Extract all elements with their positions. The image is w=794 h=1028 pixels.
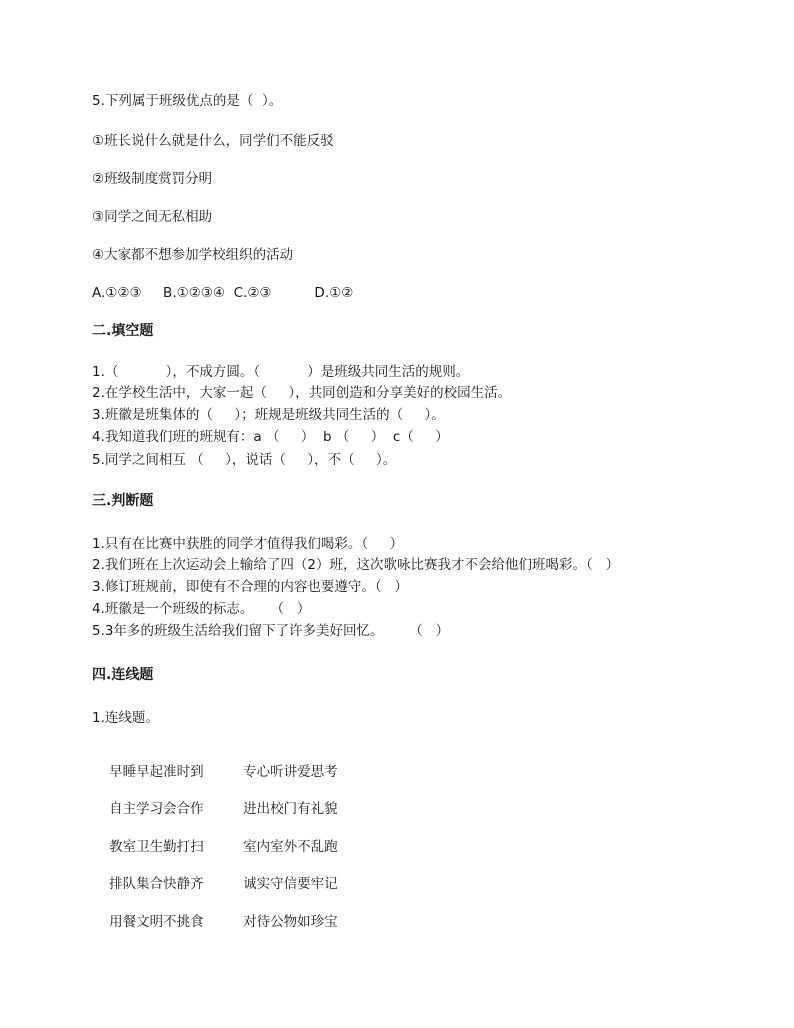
matching-left-1: 早睡早起准时到 <box>109 764 204 780</box>
matching-right-2: 进出校门有礼貌 <box>243 801 338 817</box>
matching-right-4: 诚实守信要牢记 <box>243 876 338 892</box>
question-5-option-2: ②班级制度赏罚分明 <box>92 171 213 187</box>
judge-item-2: 2.我们班在上次运动会上输给了四（2）班，这次歌咏比赛我才不会给他们班喝彩。（ ） <box>92 557 620 573</box>
fill-item-5: 5.同学之间相互 （ ），说话（ ），不（ ）。 <box>92 452 397 468</box>
judge-item-5: 5.3年多的班级生活给我们留下了许多美好回忆。 （ ） <box>92 623 450 639</box>
matching-right-1: 专心听讲爱思考 <box>243 764 338 780</box>
question-5-option-4: ④大家都不想参加学校组织的活动 <box>92 247 294 263</box>
question-5-stem: 5.下列属于班级优点的是（ ）。 <box>92 93 283 109</box>
matching-left-5: 用餐文明不挑食 <box>109 914 204 930</box>
judge-item-1: 1.只有在比赛中获胜的同学才值得我们喝彩。（ ） <box>92 536 404 552</box>
question-5-option-3: ③同学之间无私相助 <box>92 209 213 225</box>
matching-prompt: 1.连线题。 <box>92 710 159 726</box>
question-5-option-1: ①班长说什么就是什么，同学们不能反驳 <box>92 133 334 149</box>
matching-left-4: 排队集合快静齐 <box>109 876 204 892</box>
judge-item-3: 3.修订班规前，即使有不合理的内容也要遵守。（ ） <box>92 579 409 595</box>
matching-heading: 四.连线题 <box>92 667 154 683</box>
fill-item-3: 3.班徽是班集体的（ ）；班规是班级共同生活的（ ）。 <box>92 407 445 423</box>
fill-blank-heading: 二.填空题 <box>92 323 154 339</box>
fill-item-1: 1.（ ），不成方圆。（ ）是班级共同生活的规则。 <box>92 364 470 380</box>
matching-left-3: 教室卫生勤打扫 <box>109 839 204 855</box>
matching-right-3: 室内室外不乱跑 <box>243 839 338 855</box>
fill-item-2: 2.在学校生活中，大家一起（ ），共同创造和分享美好的校园生活。 <box>92 385 512 401</box>
question-5-choices: A.①②③ B.①②③④ C.②③ D.①② <box>92 285 354 301</box>
fill-item-4: 4.我知道我们班的班规有：a （ ） b （ ） c（ ） <box>92 429 449 445</box>
judge-heading: 三.判断题 <box>92 493 154 509</box>
matching-right-5: 对待公物如珍宝 <box>243 914 338 930</box>
matching-pair-5 <box>92 895 338 949</box>
judge-item-4: 4.班徽是一个班级的标志。 （ ） <box>92 601 311 617</box>
matching-left-2: 自主学习会合作 <box>109 801 204 817</box>
